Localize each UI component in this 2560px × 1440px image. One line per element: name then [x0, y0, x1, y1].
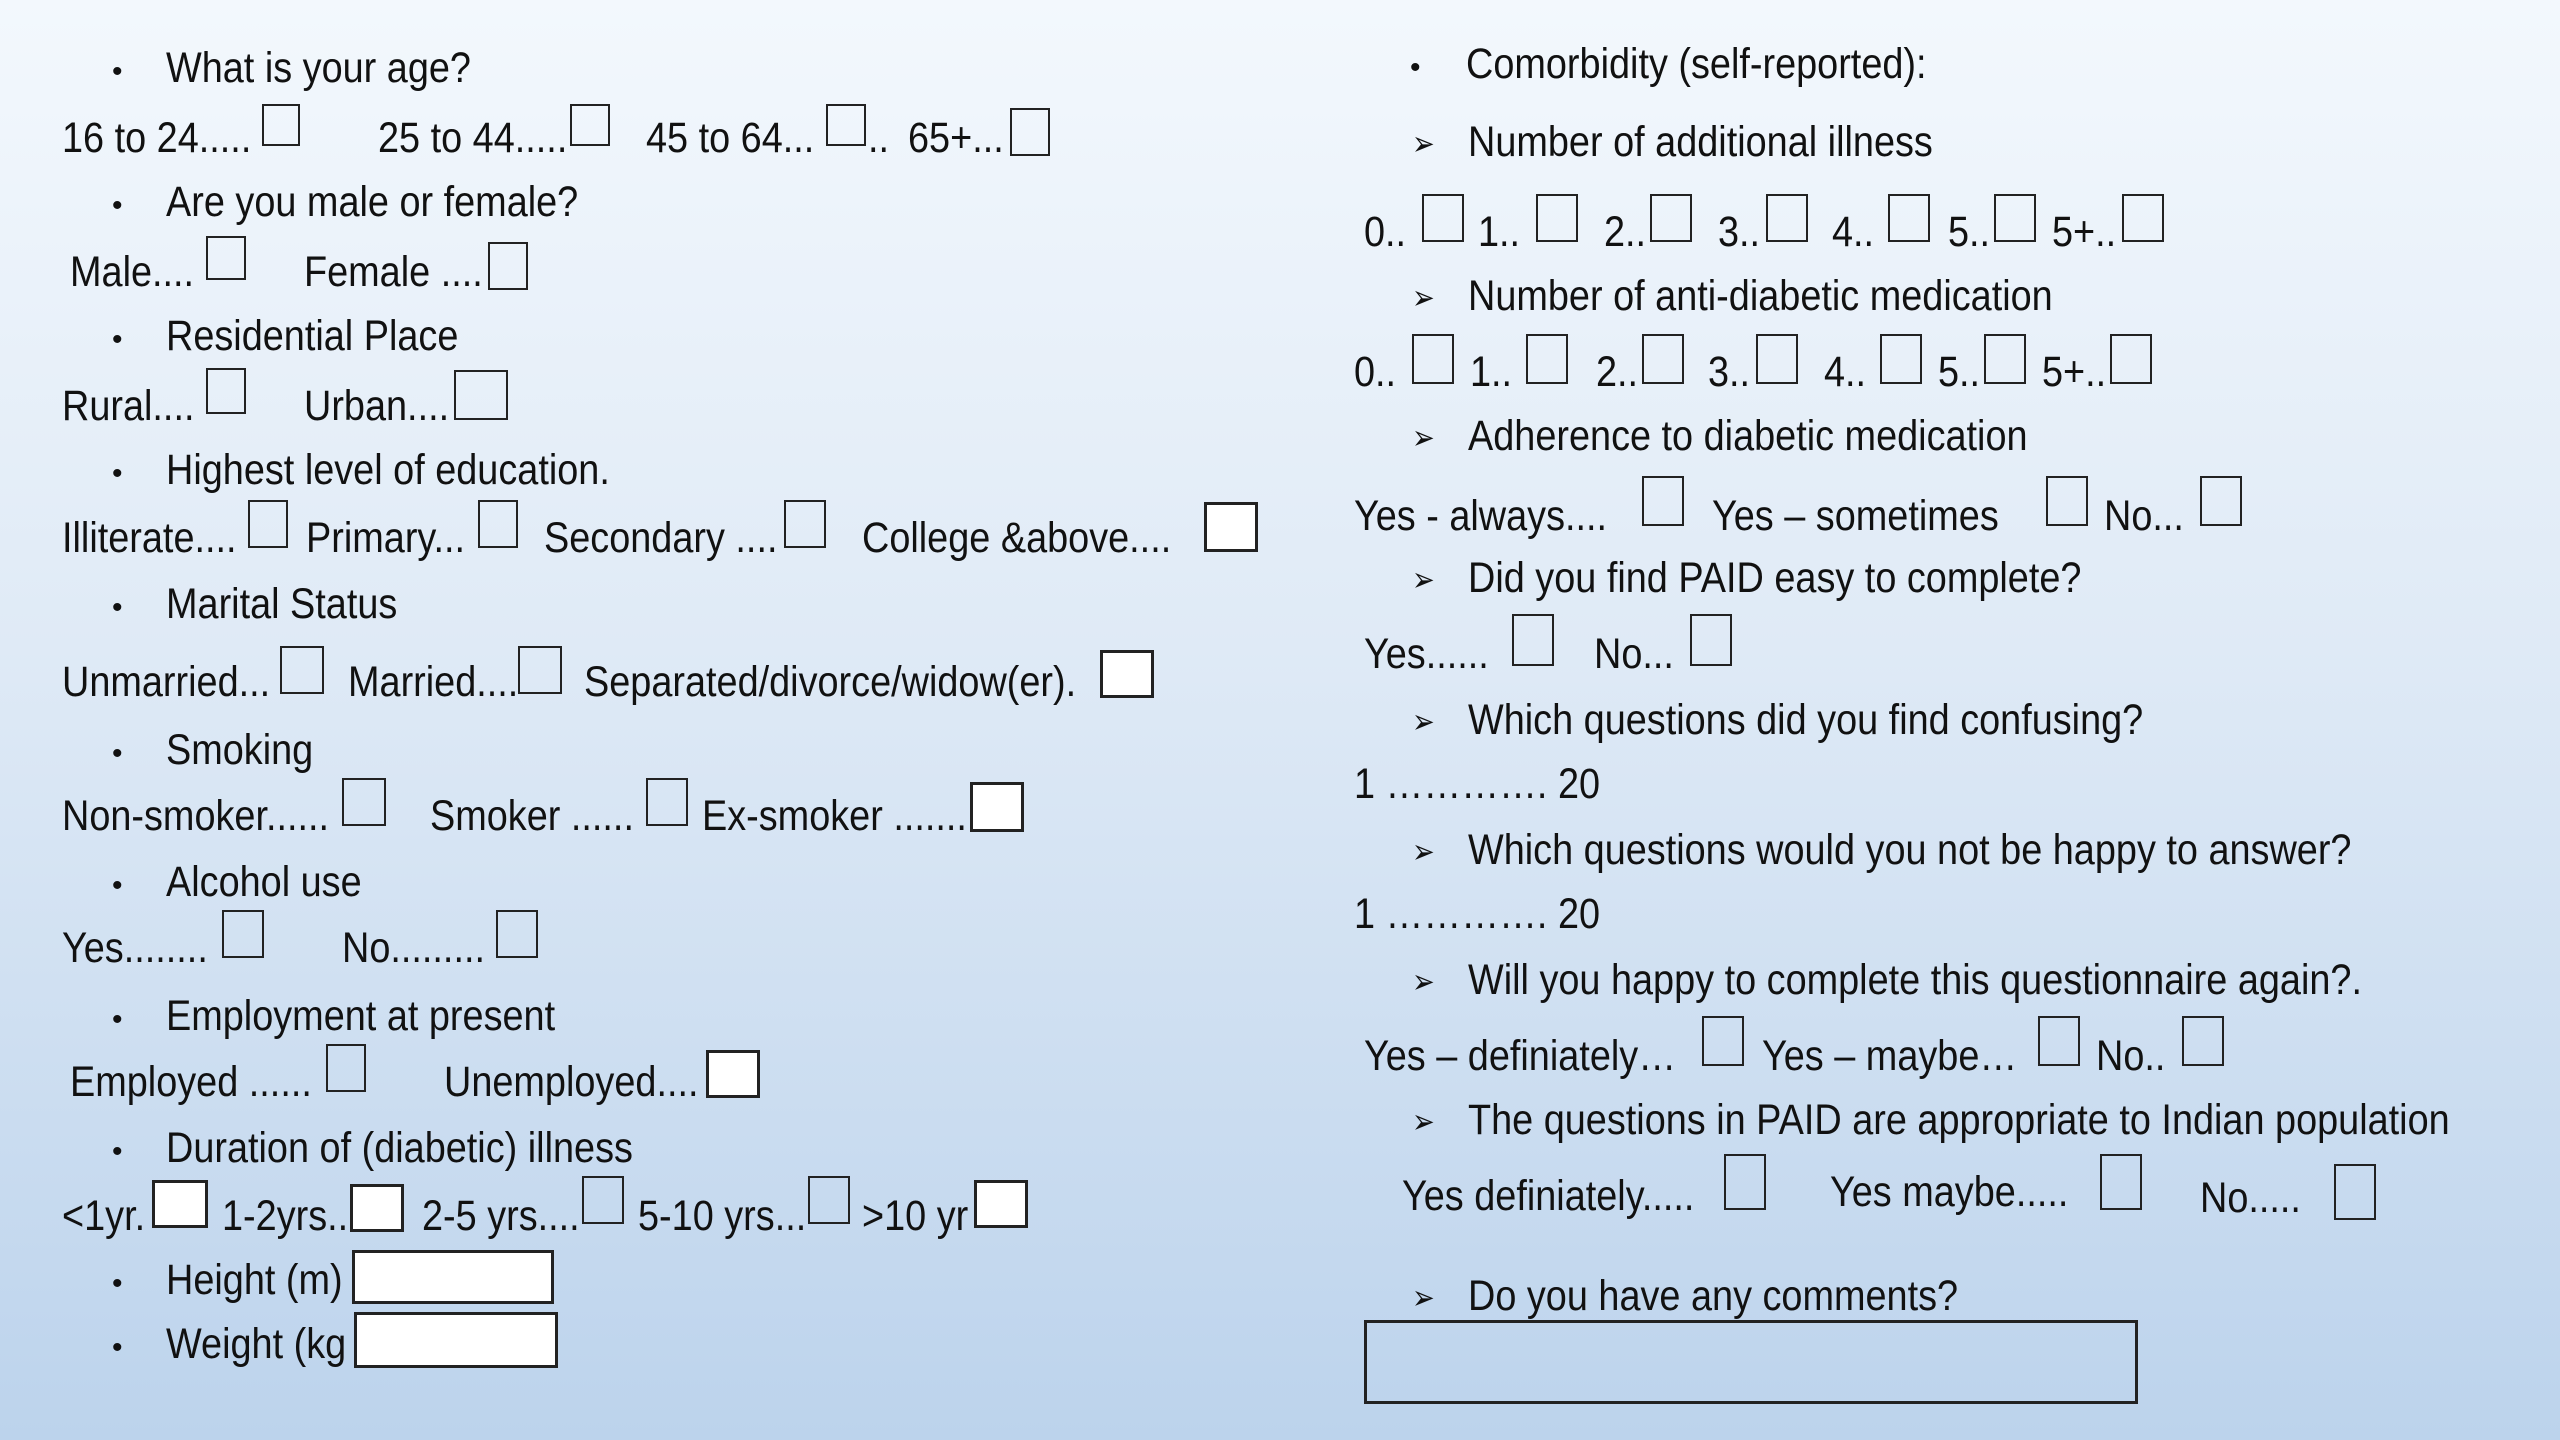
question-again: Will you happy to complete this questionnaire again?. — [1468, 956, 2362, 1004]
checkbox-separated[interactable] — [1100, 650, 1154, 698]
question-employment: Employment at present — [166, 992, 556, 1040]
option-label: Rural.... — [62, 382, 195, 430]
checkbox-age-16-24[interactable] — [262, 104, 300, 146]
checkbox-illness-2[interactable] — [1650, 194, 1692, 242]
checkbox-again-definitely[interactable] — [1702, 1016, 1744, 1066]
question-comorbidity: Comorbidity (self-reported): — [1466, 40, 1927, 88]
checkbox-adherence-no[interactable] — [2200, 476, 2242, 526]
option-label: 5.. — [1948, 208, 1991, 256]
checkbox-appropriate-no[interactable] — [2334, 1164, 2376, 1220]
checkbox-less-1yr[interactable] — [152, 1180, 208, 1228]
option-label: Unemployed.... — [444, 1058, 699, 1106]
checkbox-meds-2[interactable] — [1642, 334, 1684, 384]
checkbox-easy-yes[interactable] — [1512, 614, 1554, 666]
arrow-bullet-icon: ➢ — [1412, 1279, 1435, 1317]
arrow-bullet-icon: ➢ — [1412, 561, 1435, 599]
bullet-icon: • — [112, 323, 123, 356]
checkbox-adherence-always[interactable] — [1642, 476, 1684, 526]
option-label: No.. — [2096, 1032, 2166, 1080]
arrow-bullet-icon: ➢ — [1412, 279, 1435, 317]
checkbox-illness-3[interactable] — [1766, 194, 1808, 242]
checkbox-meds-5plus[interactable] — [2110, 334, 2152, 384]
checkbox-meds-0[interactable] — [1412, 334, 1454, 384]
option-label: 3.. — [1718, 208, 1761, 256]
option-label: No... — [1594, 630, 1674, 678]
bullet-icon: • — [112, 737, 123, 770]
option-label: 2.. — [1604, 208, 1647, 256]
checkbox-appropriate-definitely[interactable] — [1724, 1154, 1766, 1210]
checkbox-illness-0[interactable] — [1422, 194, 1464, 242]
option-label: 25 to 44..... — [378, 114, 568, 162]
option-label: 0.. — [1364, 208, 1407, 256]
option-label: 5+.. — [2052, 208, 2117, 256]
checkbox-unmarried[interactable] — [280, 646, 324, 694]
checkbox-again-maybe[interactable] — [2038, 1016, 2080, 1066]
option-label: Yes – definiately… — [1364, 1032, 1677, 1080]
checkbox-5-10yrs[interactable] — [808, 1176, 850, 1224]
bullet-icon: • — [112, 591, 123, 624]
question-medication-count: Number of anti-diabetic medication — [1468, 272, 2053, 320]
option-label: .. — [868, 114, 890, 162]
checkbox-employed[interactable] — [326, 1044, 366, 1092]
arrow-bullet-icon: ➢ — [1412, 419, 1435, 457]
checkbox-illiterate[interactable] — [248, 500, 288, 548]
option-label: 1.. — [1470, 348, 1513, 396]
checkbox-adherence-sometimes[interactable] — [2046, 476, 2088, 526]
option-label: Yes........ — [62, 924, 208, 972]
option-label: Employed ...... — [70, 1058, 312, 1106]
option-label: >10 yr — [862, 1192, 969, 1240]
option-label: 3.. — [1708, 348, 1751, 396]
not-happy-range: 1 …………. 20 — [1354, 890, 1601, 938]
checkbox-alcohol-no[interactable] — [496, 910, 538, 958]
option-label: Ex-smoker ....... — [702, 792, 967, 840]
option-label: 5-10 yrs... — [638, 1192, 807, 1240]
arrow-bullet-icon: ➢ — [1412, 963, 1435, 1001]
question-sex: Are you male or female? — [166, 178, 579, 226]
checkbox-unemployed[interactable] — [706, 1050, 760, 1098]
question-appropriate: The questions in PAID are appropriate to Indian population — [1468, 1096, 2450, 1144]
option-label: Yes definiately..... — [1402, 1172, 1695, 1220]
question-age: What is your age? — [166, 44, 471, 92]
checkbox-age-45-64[interactable] — [826, 104, 866, 146]
checkbox-rural[interactable] — [206, 368, 246, 414]
question-confusing: Which questions did you find confusing? — [1468, 696, 2144, 744]
checkbox-appropriate-maybe[interactable] — [2100, 1154, 2142, 1210]
option-label: <1yr. — [62, 1192, 146, 1240]
comments-input[interactable] — [1364, 1320, 2138, 1404]
option-label: 5.. — [1938, 348, 1981, 396]
bullet-icon: • — [112, 189, 123, 222]
option-label: Yes maybe..... — [1830, 1168, 2069, 1216]
checkbox-illness-4[interactable] — [1888, 194, 1930, 242]
checkbox-secondary[interactable] — [784, 500, 826, 548]
question-comments: Do you have any comments? — [1468, 1272, 1959, 1320]
option-label: 2.. — [1596, 348, 1639, 396]
option-label: College &above.... — [862, 514, 1172, 562]
confusing-range: 1 …………. 20 — [1354, 760, 1601, 808]
question-paid-easy: Did you find PAID easy to complete? — [1468, 554, 2082, 602]
option-label: 1-2yrs.. — [222, 1192, 349, 1240]
option-label: 4.. — [1832, 208, 1875, 256]
option-label: Married.... — [348, 658, 519, 706]
question-residence: Residential Place — [166, 312, 459, 360]
checkbox-age-25-44[interactable] — [570, 104, 610, 146]
option-label: Yes - always.... — [1354, 492, 1608, 540]
option-label: 5+.. — [2042, 348, 2107, 396]
option-label: No... — [2104, 492, 2184, 540]
checkbox-illness-1[interactable] — [1536, 194, 1578, 242]
question-weight: Weight (kg — [166, 1320, 347, 1368]
checkbox-again-no[interactable] — [2182, 1016, 2224, 1066]
checkbox-alcohol-yes[interactable] — [222, 910, 264, 958]
option-label: Illiterate.... — [62, 514, 237, 562]
arrow-bullet-icon: ➢ — [1412, 833, 1435, 871]
bullet-icon: • — [112, 1331, 123, 1364]
option-label: No..... — [2200, 1174, 2301, 1222]
bullet-icon: • — [112, 1135, 123, 1168]
bullet-icon: • — [112, 869, 123, 902]
option-label: Urban.... — [304, 382, 450, 430]
checkbox-female[interactable] — [488, 242, 528, 290]
question-alcohol: Alcohol use — [166, 858, 362, 906]
bullet-icon: • — [112, 55, 123, 88]
checkbox-urban[interactable] — [454, 370, 508, 420]
checkbox-1-2yrs[interactable] — [350, 1184, 404, 1232]
question-not-happy: Which questions would you not be happy to answer? — [1468, 826, 2352, 874]
checkbox-smoker[interactable] — [646, 778, 688, 826]
checkbox-married[interactable] — [518, 646, 562, 694]
question-education: Highest level of education. — [166, 446, 610, 494]
checkbox-age-65-plus[interactable] — [1010, 108, 1050, 156]
checkbox-easy-no[interactable] — [1690, 614, 1732, 666]
question-illness-count: Number of additional illness — [1468, 118, 1933, 166]
question-height: Height (m) — [166, 1256, 343, 1304]
checkbox-illness-5[interactable] — [1994, 194, 2036, 242]
checkbox-2-5yrs[interactable] — [582, 1176, 624, 1224]
checkbox-non-smoker[interactable] — [342, 778, 386, 826]
option-label: Non-smoker...... — [62, 792, 330, 840]
option-label: Male.... — [70, 248, 195, 296]
option-label: 16 to 24..... — [62, 114, 252, 162]
question-duration: Duration of (diabetic) illness — [166, 1124, 633, 1172]
bullet-icon: • — [112, 1267, 123, 1300]
question-marital: Marital Status — [166, 580, 398, 628]
option-label: Unmarried... — [62, 658, 271, 706]
option-label: Yes – sometimes — [1712, 492, 1999, 540]
arrow-bullet-icon: ➢ — [1412, 1103, 1435, 1141]
checkbox-college[interactable] — [1204, 502, 1258, 552]
checkbox-meds-3[interactable] — [1756, 334, 1798, 384]
arrow-bullet-icon: ➢ — [1412, 703, 1435, 741]
option-label: Smoker ...... — [430, 792, 634, 840]
checkbox-ex-smoker[interactable] — [970, 782, 1024, 832]
option-label: Primary... — [306, 514, 466, 562]
checkbox-meds-4[interactable] — [1880, 334, 1922, 384]
option-label: No......... — [342, 924, 485, 972]
option-label: 0.. — [1354, 348, 1397, 396]
checkbox-more-10yrs[interactable] — [974, 1180, 1028, 1228]
question-smoking: Smoking — [166, 726, 314, 774]
option-label: 65+... — [908, 114, 1004, 162]
checkbox-illness-5plus[interactable] — [2122, 194, 2164, 242]
checkbox-meds-1[interactable] — [1526, 334, 1568, 384]
option-label: Yes...... — [1364, 630, 1489, 678]
height-input[interactable] — [352, 1250, 554, 1304]
bullet-icon: • — [112, 1003, 123, 1036]
question-adherence: Adherence to diabetic medication — [1468, 412, 2028, 460]
option-label: 4.. — [1824, 348, 1867, 396]
arrow-bullet-icon: ➢ — [1412, 125, 1435, 163]
option-label: 2-5 yrs.... — [422, 1192, 580, 1240]
option-label: Secondary .... — [544, 514, 778, 562]
bullet-icon: • — [112, 457, 123, 490]
option-label: 1.. — [1478, 208, 1521, 256]
option-label: Yes – maybe… — [1762, 1032, 2018, 1080]
option-label: Separated/divorce/widow(er). — [584, 658, 1077, 706]
option-label: Female .... — [304, 248, 483, 296]
bullet-icon: • — [1410, 51, 1421, 84]
checkbox-primary[interactable] — [478, 500, 518, 548]
checkbox-meds-5[interactable] — [1984, 334, 2026, 384]
option-label: 45 to 64... — [646, 114, 815, 162]
weight-input[interactable] — [354, 1312, 558, 1368]
checkbox-male[interactable] — [206, 236, 246, 280]
